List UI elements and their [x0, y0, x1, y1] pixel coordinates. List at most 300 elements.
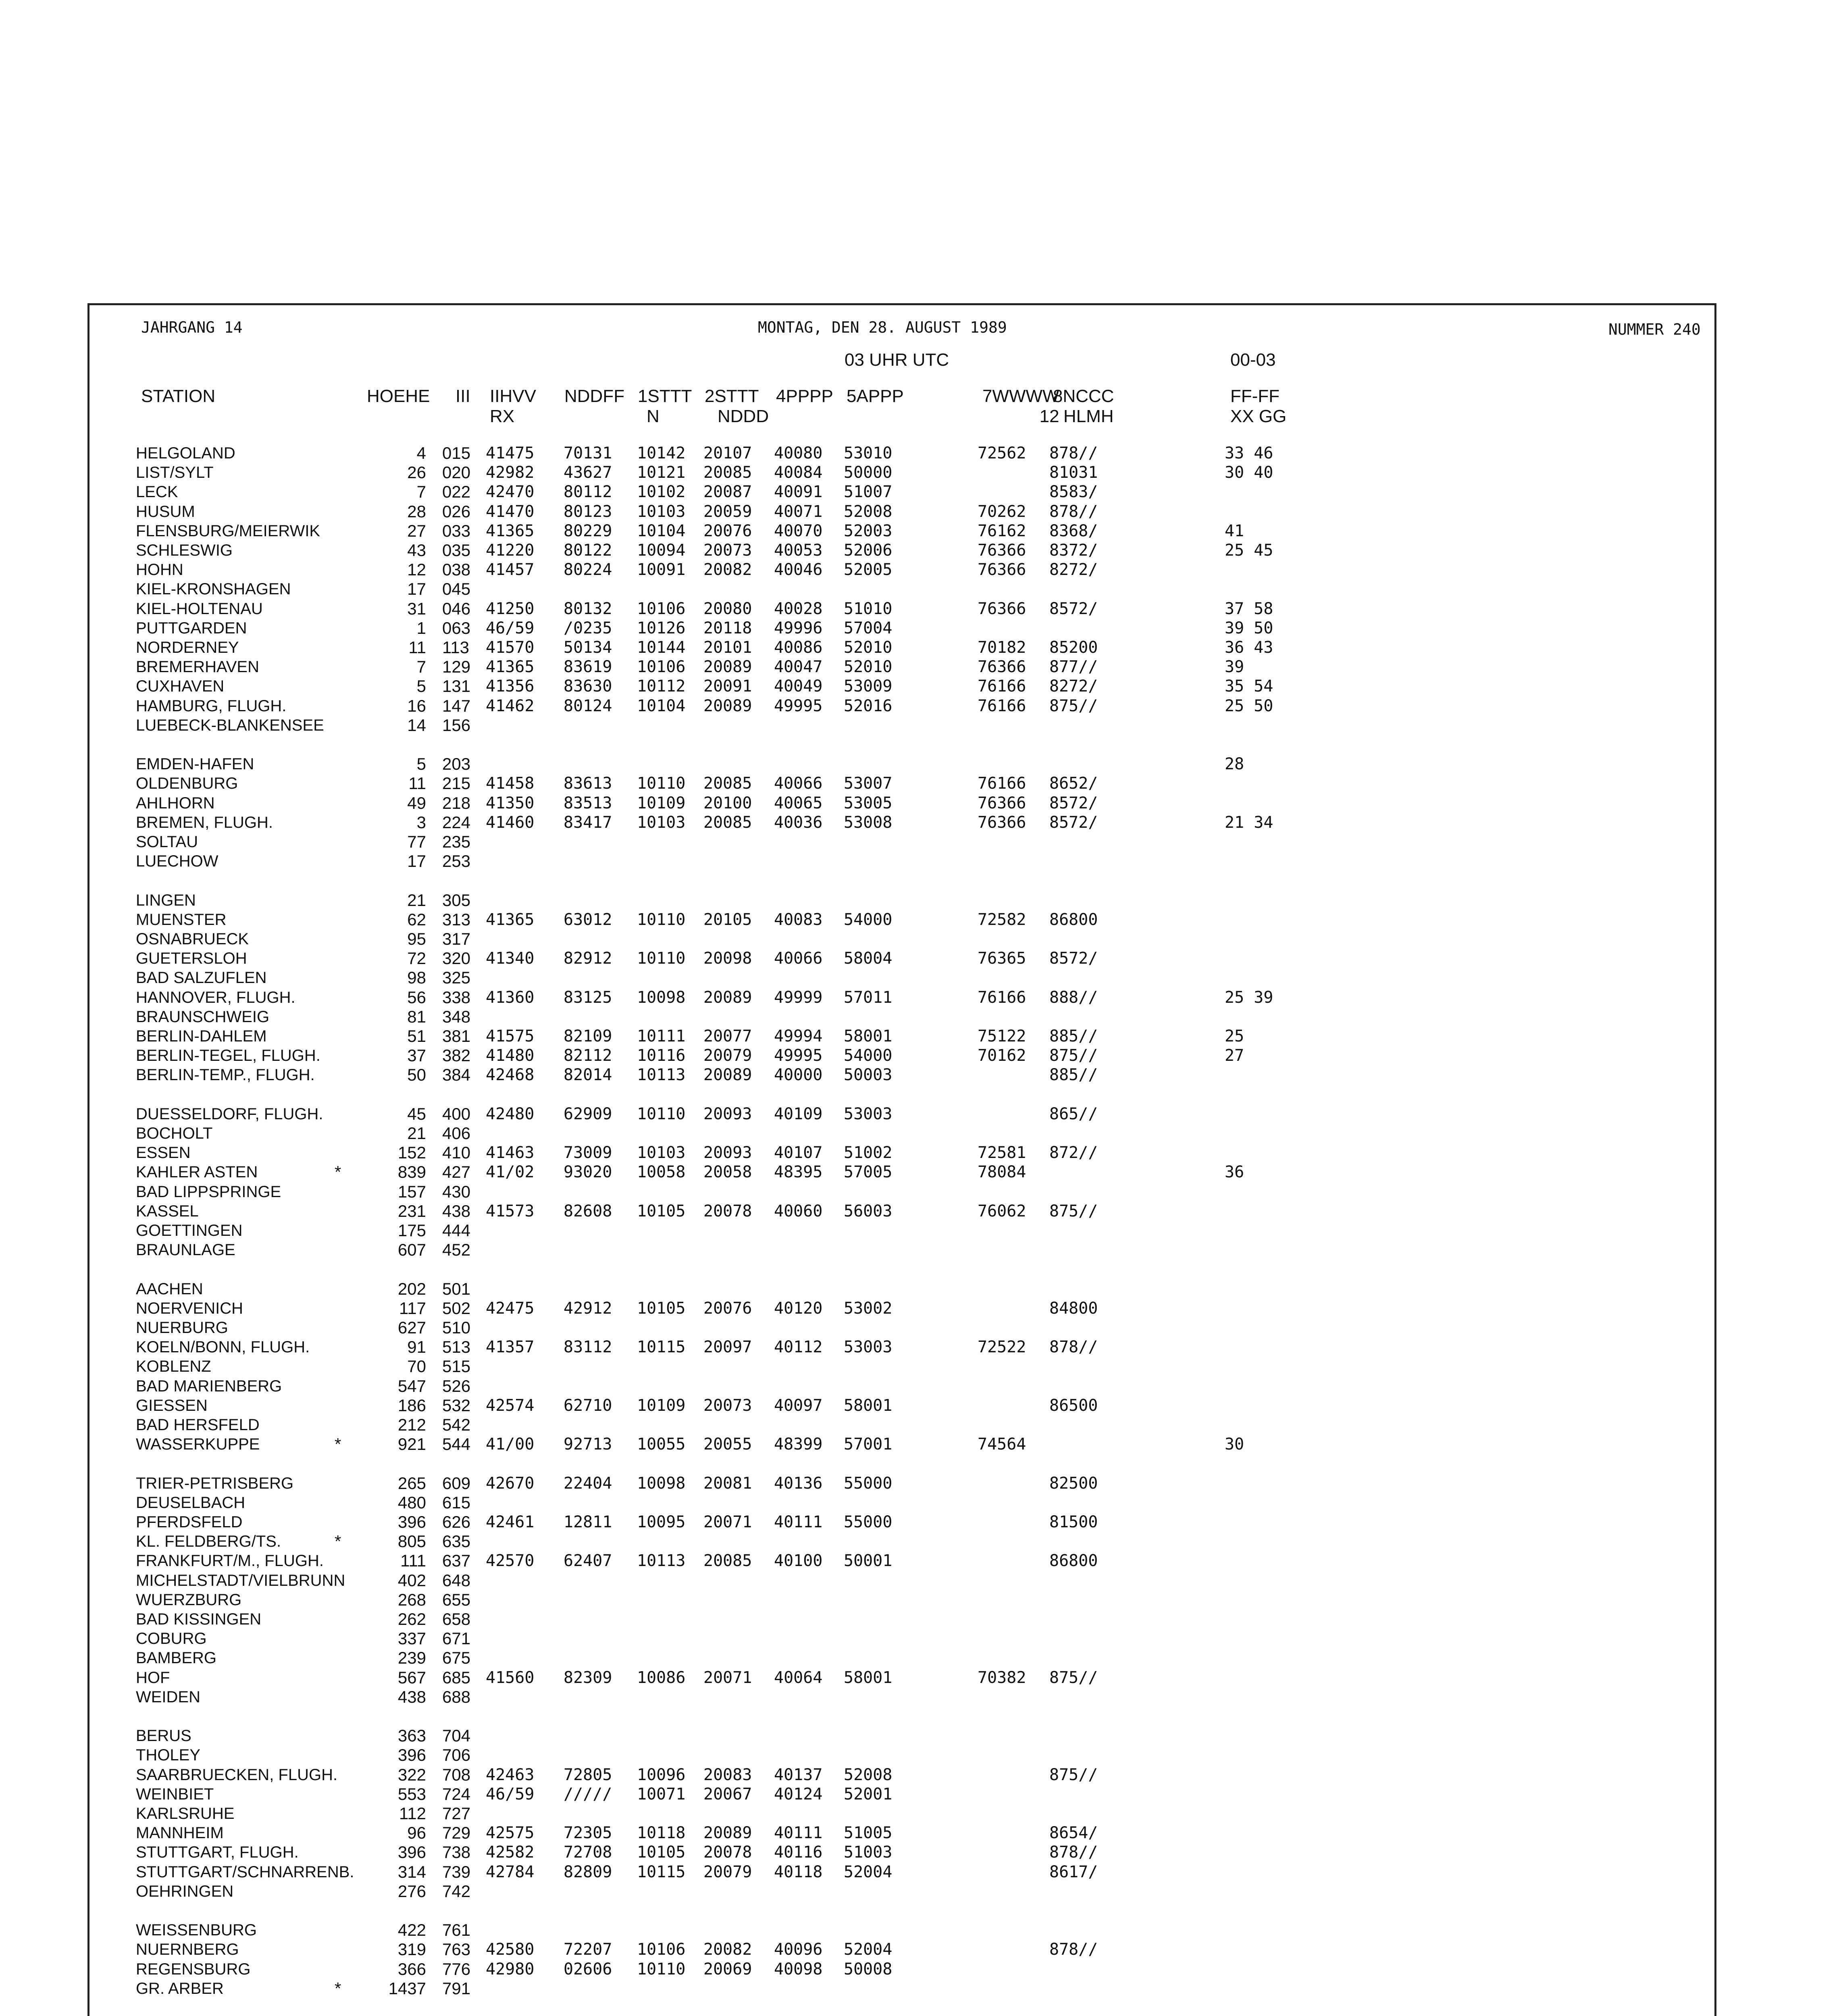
date-label: MONTAG, DEN 28. AUGUST 1989	[758, 319, 1007, 336]
col-g7-line2: 12	[1039, 406, 1059, 426]
cell-g7: 76166	[978, 696, 1026, 715]
cell-g5: 49999	[774, 988, 823, 1007]
table-row	[0, 1726, 1839, 1745]
cell-g1: 42475	[486, 1299, 535, 1318]
cell-g4: 20089	[703, 1824, 752, 1843]
col-g2-line1: NDDFF	[564, 386, 625, 406]
cell-g2: 62909	[564, 1104, 612, 1123]
cell-g4: 20085	[703, 463, 752, 482]
cell-iii: 501	[442, 1279, 471, 1298]
table-row	[0, 754, 1839, 774]
table-row	[0, 1357, 1839, 1376]
table-row	[0, 910, 1839, 929]
cell-g3: 10105	[637, 1202, 686, 1220]
cell-hoehe: 4	[416, 444, 426, 462]
table-row	[0, 949, 1839, 968]
cell-hoehe: 98	[407, 968, 426, 987]
cell-g3: 10106	[637, 599, 686, 618]
table-row	[0, 968, 1839, 987]
cell-g5: 40060	[774, 1202, 823, 1220]
cell-iii: 382	[442, 1046, 471, 1065]
table-row	[0, 638, 1839, 657]
cell-g8: 885//	[1049, 1066, 1098, 1085]
cell-hoehe: 319	[397, 1940, 426, 1959]
cell-g2: 62407	[564, 1552, 612, 1570]
cell-iii: 542	[442, 1415, 471, 1434]
cell-iii: 671	[442, 1629, 471, 1648]
cell-station: PFERDSFELD	[136, 1513, 243, 1531]
cell-iii: 724	[442, 1784, 471, 1804]
cell-g5: 40036	[774, 813, 823, 832]
cell-station: WEINBIET	[136, 1785, 214, 1803]
cell-iii: 430	[442, 1182, 471, 1201]
cell-g5: 40000	[774, 1066, 823, 1085]
cell-g6: 58001	[844, 1668, 892, 1687]
cell-g6: 52008	[844, 502, 892, 521]
cell-g3: 10110	[637, 774, 686, 793]
cell-g6: 50001	[844, 1552, 892, 1570]
cell-hoehe: 11	[408, 638, 426, 657]
table-row	[0, 1221, 1839, 1240]
cell-g2: 63012	[564, 910, 612, 929]
cell-g2: 83619	[564, 658, 612, 677]
table-row	[0, 716, 1839, 735]
cell-g7: 76166	[978, 988, 1026, 1007]
table-row	[0, 1065, 1839, 1085]
cell-g6: 55000	[844, 1513, 892, 1531]
cell-iii: 637	[442, 1551, 471, 1570]
cell-g3: 10091	[637, 560, 686, 579]
cell-ff: 37 58	[1225, 599, 1273, 618]
cell-g1: 42463	[486, 1765, 535, 1784]
table-row	[0, 1843, 1839, 1862]
cell-station: WEISSENBURG	[136, 1921, 257, 1939]
cell-g4: 20077	[703, 1027, 752, 1045]
table-row	[0, 1960, 1839, 1979]
cell-station: LIST/SYLT	[136, 464, 214, 482]
cell-g2: 72305	[564, 1824, 612, 1843]
cell-hoehe: 480	[397, 1493, 426, 1512]
cell-g1: 41458	[486, 774, 535, 793]
cell-hoehe: 43	[407, 541, 426, 560]
cell-g2: /////	[564, 1785, 612, 1804]
table-row	[0, 1279, 1839, 1299]
cell-iii: 026	[442, 502, 471, 521]
cell-g8: 885//	[1049, 1027, 1098, 1045]
cell-g7: 76365	[978, 949, 1026, 968]
cell-station: BAD SALZUFLEN	[136, 969, 267, 987]
cell-g3: 10106	[637, 1940, 686, 1959]
cell-station: LECK	[136, 483, 178, 501]
cell-hoehe: 5	[416, 754, 426, 774]
cell-station: BREMEN, FLUGH.	[136, 813, 273, 831]
table-row	[0, 1415, 1839, 1435]
table-row	[0, 696, 1839, 716]
cell-iii: 253	[442, 852, 471, 871]
cell-g3: 10144	[637, 638, 686, 657]
issue-number: NUMMER 240	[1608, 321, 1701, 338]
cell-g6: 50008	[844, 1960, 892, 1979]
cell-g8: 86800	[1049, 1552, 1098, 1570]
cell-iii: 502	[442, 1298, 471, 1318]
cell-g4: 20097	[703, 1338, 752, 1357]
cell-g2: 72207	[564, 1940, 612, 1959]
table-row	[0, 1823, 1839, 1843]
cell-station: KL. FELDBERG/TS.	[136, 1533, 281, 1551]
cell-g8: 8272/	[1049, 560, 1098, 579]
cell-hoehe: 70	[407, 1357, 426, 1376]
cell-hoehe: 21	[407, 890, 426, 910]
cell-g7: 76366	[978, 658, 1026, 677]
table-row	[0, 1940, 1839, 1959]
cell-iii: 761	[442, 1920, 471, 1940]
cell-hoehe: 17	[407, 852, 426, 871]
cell-g6: 54000	[844, 1046, 892, 1065]
cell-iii: 338	[442, 987, 471, 1007]
cell-iii: 410	[442, 1143, 471, 1162]
cell-iii: 022	[442, 482, 471, 502]
cell-g4: 20091	[703, 677, 752, 696]
cell-g3: 10142	[637, 444, 686, 462]
cell-hoehe: 553	[397, 1784, 426, 1804]
cell-station: DEUSELBACH	[136, 1493, 245, 1512]
cell-g3: 10096	[637, 1765, 686, 1784]
cell-g5: 40136	[774, 1474, 823, 1493]
cell-iii: 400	[442, 1104, 471, 1123]
cell-hoehe: 81	[407, 1007, 426, 1026]
cell-g8: 81031	[1049, 463, 1098, 482]
cell-station: FLENSBURG/MEIERWIK	[136, 522, 320, 540]
cell-g6: 50000	[844, 463, 892, 482]
cell-g5: 40098	[774, 1960, 823, 1979]
table-row	[0, 1474, 1839, 1493]
cell-iii: 215	[442, 774, 471, 793]
cell-g4: 20089	[703, 658, 752, 677]
cell-g5: 40066	[774, 949, 823, 968]
cell-hoehe: 91	[407, 1337, 426, 1357]
gust-period: 00-03	[1230, 350, 1276, 370]
cell-g4: 20078	[703, 1843, 752, 1862]
cell-g7: 70162	[978, 1046, 1026, 1065]
cell-g1: 42980	[486, 1960, 535, 1979]
cell-ff: 21 34	[1225, 813, 1273, 832]
table-row	[0, 988, 1839, 1007]
cell-g3: 10098	[637, 988, 686, 1007]
cell-g5: 40028	[774, 599, 823, 618]
cell-g8: 8368/	[1049, 521, 1098, 540]
cell-g3: 10118	[637, 1824, 686, 1843]
cell-g1: 41360	[486, 988, 535, 1007]
cell-iii: 203	[442, 754, 471, 774]
cell-g8: 84800	[1049, 1299, 1098, 1318]
cell-g2: 70131	[564, 444, 612, 462]
cell-station: KAHLER ASTEN	[136, 1163, 258, 1181]
cell-g8: 875//	[1049, 1046, 1098, 1065]
cell-ff: 25 45	[1225, 541, 1273, 560]
table-row	[0, 444, 1839, 463]
cell-g1: 41356	[486, 677, 535, 696]
cell-iii: 325	[442, 968, 471, 987]
cell-g6: 53010	[844, 444, 892, 462]
cell-g8: 877//	[1049, 658, 1098, 677]
cell-g1: 41/02	[486, 1163, 535, 1182]
cell-g5: 40112	[774, 1338, 823, 1357]
table-row	[0, 1182, 1839, 1202]
cell-hoehe: 265	[397, 1473, 426, 1493]
cell-ff: 25	[1225, 1027, 1244, 1045]
cell-iii: 381	[442, 1027, 471, 1045]
cell-g1: 42480	[486, 1104, 535, 1123]
cell-g1: 41575	[486, 1027, 535, 1045]
table-row	[0, 1162, 1839, 1182]
cell-iii: 438	[442, 1201, 471, 1220]
cell-hoehe: 337	[397, 1629, 426, 1648]
cell-station: NUERBURG	[136, 1319, 228, 1337]
table-row	[0, 1299, 1839, 1318]
cell-g6: 57005	[844, 1163, 892, 1182]
cell-star: *	[335, 1532, 341, 1551]
cell-hoehe: 17	[407, 579, 426, 599]
cell-g7: 72522	[978, 1338, 1026, 1357]
cell-g1: 42570	[486, 1552, 535, 1570]
cell-g4: 20073	[703, 541, 752, 560]
cell-iii: 218	[442, 793, 471, 812]
cell-g3: 10112	[637, 677, 686, 696]
cell-g8: 875//	[1049, 696, 1098, 715]
cell-g5: 40109	[774, 1104, 823, 1123]
cell-g3: 10111	[637, 1027, 686, 1045]
cell-station: SOLTAU	[136, 833, 198, 851]
cell-g3: 10116	[637, 1046, 686, 1065]
cell-g3: 10105	[637, 1299, 686, 1318]
cell-iii: 129	[442, 657, 471, 677]
cell-hoehe: 402	[397, 1570, 426, 1590]
table-row	[0, 1571, 1839, 1590]
col-g1-line1: IIHVV	[490, 386, 536, 406]
cell-g2: 82809	[564, 1862, 612, 1881]
cell-g6: 54000	[844, 910, 892, 929]
cell-g8: 875//	[1049, 1202, 1098, 1220]
cell-station: OLDENBURG	[136, 775, 238, 793]
cell-station: MICHELSTADT/VIELBRUNN	[136, 1571, 345, 1589]
cell-hoehe: 212	[397, 1415, 426, 1434]
cell-hoehe: 21	[407, 1124, 426, 1143]
table-row	[0, 1804, 1839, 1823]
cell-g3: 10115	[637, 1338, 686, 1357]
col-g7-line1: 7WWWW	[982, 386, 1059, 406]
cell-iii: 635	[442, 1532, 471, 1551]
cell-g5: 48399	[774, 1435, 823, 1454]
cell-g8: 82500	[1049, 1474, 1098, 1493]
cell-g6: 50003	[844, 1066, 892, 1085]
cell-ff: 39 50	[1225, 619, 1273, 637]
observation-time: 03 UHR UTC	[845, 350, 949, 370]
cell-g1: 41460	[486, 813, 535, 832]
cell-g4: 20085	[703, 1552, 752, 1570]
cell-g8: 872//	[1049, 1143, 1098, 1162]
cell-iii: 045	[442, 579, 471, 599]
cell-station: MUENSTER	[136, 910, 227, 929]
cell-g1: 41365	[486, 910, 535, 929]
cell-iii: 738	[442, 1843, 471, 1862]
cell-g4: 20071	[703, 1513, 752, 1531]
cell-g5: 49995	[774, 1046, 823, 1065]
cell-g4: 20080	[703, 599, 752, 618]
cell-ff: 27	[1225, 1046, 1244, 1065]
cell-g6: 53008	[844, 813, 892, 832]
cell-station: LUEBECK-BLANKENSEE	[136, 716, 324, 734]
cell-station: COBURG	[136, 1630, 207, 1648]
cell-g7: 76366	[978, 599, 1026, 618]
cell-g8: 875//	[1049, 1668, 1098, 1687]
cell-g6: 51003	[844, 1843, 892, 1862]
cell-station: BAD LIPPSPRINGE	[136, 1183, 281, 1201]
cell-station: OSNABRUECK	[136, 930, 249, 948]
table-row	[0, 1765, 1839, 1785]
cell-station: GOETTINGEN	[136, 1222, 243, 1239]
col-g3-line1: 1STTT	[638, 386, 692, 406]
cell-g2: 22404	[564, 1474, 612, 1493]
cell-g8: 878//	[1049, 1338, 1098, 1357]
cell-g3: 10098	[637, 1474, 686, 1493]
cell-g1: 41480	[486, 1046, 535, 1065]
col-iii: III	[456, 386, 470, 406]
cell-station: HANNOVER, FLUGH.	[136, 988, 295, 1006]
col-ff-line1: FF-FF	[1230, 386, 1280, 406]
cell-g3: 10126	[637, 619, 686, 637]
cell-g5: 40097	[774, 1396, 823, 1415]
cell-g3: 10121	[637, 463, 686, 482]
table-row	[0, 482, 1839, 502]
cell-g6: 52004	[844, 1940, 892, 1959]
cell-g6: 52010	[844, 638, 892, 657]
cell-g3: 10055	[637, 1435, 686, 1454]
cell-g1: 42670	[486, 1474, 535, 1493]
cell-hoehe: 28	[407, 502, 426, 521]
cell-iii: 688	[442, 1687, 471, 1706]
cell-g3: 10110	[637, 910, 686, 929]
cell-g7: 76162	[978, 521, 1026, 540]
cell-hoehe: 51	[407, 1027, 426, 1045]
cell-g4: 20089	[703, 1066, 752, 1085]
table-row	[0, 677, 1839, 696]
cell-hoehe: 49	[407, 793, 426, 812]
cell-g1: 41/00	[486, 1435, 535, 1454]
cell-hoehe: 45	[407, 1104, 426, 1123]
cell-g5: 40083	[774, 910, 823, 929]
cell-g4: 20087	[703, 483, 752, 502]
cell-g5: 40096	[774, 1940, 823, 1959]
cell-hoehe: 231	[397, 1201, 426, 1220]
cell-g7: 72562	[978, 444, 1026, 462]
cell-g5: 40046	[774, 560, 823, 579]
table-row	[0, 502, 1839, 521]
cell-station: OEHRINGEN	[136, 1882, 234, 1900]
cell-g5: 40065	[774, 793, 823, 812]
cell-g4: 20085	[703, 813, 752, 832]
cell-g3: 10094	[637, 541, 686, 560]
cell-station: BOCHOLT	[136, 1125, 213, 1142]
cell-g5: 40066	[774, 774, 823, 793]
cell-star: *	[335, 1435, 341, 1454]
table-row	[0, 793, 1839, 813]
cell-station: NUERNBERG	[136, 1941, 239, 1959]
table-row	[0, 1610, 1839, 1629]
cell-g6: 53002	[844, 1299, 892, 1318]
cell-station: ESSEN	[136, 1144, 191, 1162]
cell-iii: 046	[442, 599, 471, 618]
cell-hoehe: 438	[397, 1687, 426, 1706]
cell-hoehe: 16	[407, 696, 426, 715]
cell-g5: 40080	[774, 444, 823, 462]
cell-station: BAD KISSINGEN	[136, 1610, 262, 1628]
cell-g6: 53003	[844, 1338, 892, 1357]
cell-g7: 70382	[978, 1668, 1026, 1687]
cell-iii: 763	[442, 1940, 471, 1959]
cell-g7: 76366	[978, 560, 1026, 579]
cell-g3: 10105	[637, 1843, 686, 1862]
cell-g2: 80224	[564, 560, 612, 579]
cell-g6: 52001	[844, 1785, 892, 1804]
cell-g6: 58001	[844, 1396, 892, 1415]
cell-g1: 42784	[486, 1862, 535, 1881]
table-row	[0, 1240, 1839, 1260]
volume-label: JAHRGANG 14	[141, 319, 243, 336]
table-row	[0, 774, 1839, 793]
cell-station: AHLHORN	[136, 794, 215, 812]
cell-g3: 10104	[637, 521, 686, 540]
cell-g8: 86500	[1049, 1396, 1098, 1415]
cell-g6: 52003	[844, 521, 892, 540]
table-row	[0, 1202, 1839, 1221]
cell-g5: 40116	[774, 1843, 823, 1862]
cell-station: GUETERSLOH	[136, 950, 247, 968]
cell-g2: 72708	[564, 1843, 612, 1862]
cell-hoehe: 117	[399, 1298, 426, 1318]
table-row	[0, 1862, 1839, 1882]
cell-station: WUERZBURG	[136, 1591, 242, 1609]
cell-g8: 8654/	[1049, 1824, 1098, 1843]
cell-ff: 28	[1225, 755, 1244, 774]
cell-iii: 648	[442, 1570, 471, 1590]
cell-g6: 52006	[844, 541, 892, 560]
table-row	[0, 619, 1839, 638]
cell-ff: 36 43	[1225, 638, 1273, 657]
cell-g4: 20076	[703, 521, 752, 540]
cell-hoehe: 152	[397, 1143, 426, 1162]
cell-g2: 62710	[564, 1396, 612, 1415]
cell-station: HAMBURG, FLUGH.	[136, 697, 287, 715]
cell-g6: 57001	[844, 1435, 892, 1454]
cell-iii: 704	[442, 1726, 471, 1745]
cell-g7: 72581	[978, 1143, 1026, 1162]
cell-g6: 57011	[844, 988, 892, 1007]
cell-hoehe: 37	[407, 1046, 426, 1065]
cell-g2: 80229	[564, 521, 612, 540]
cell-hoehe: 96	[407, 1823, 426, 1843]
cell-g5: 40120	[774, 1299, 823, 1318]
col-g8-line2: HLMH	[1063, 406, 1114, 426]
cell-station: BAD HERSFELD	[136, 1416, 260, 1434]
cell-g2: /0235	[564, 619, 612, 637]
cell-g3: 10106	[637, 658, 686, 677]
cell-iii: 739	[442, 1862, 471, 1881]
cell-station: GIESSEN	[136, 1396, 208, 1414]
cell-ff: 35 54	[1225, 677, 1273, 696]
cell-g6: 52008	[844, 1765, 892, 1784]
cell-g2: 83630	[564, 677, 612, 696]
cell-station: TRIER-PETRISBERG	[136, 1474, 294, 1492]
